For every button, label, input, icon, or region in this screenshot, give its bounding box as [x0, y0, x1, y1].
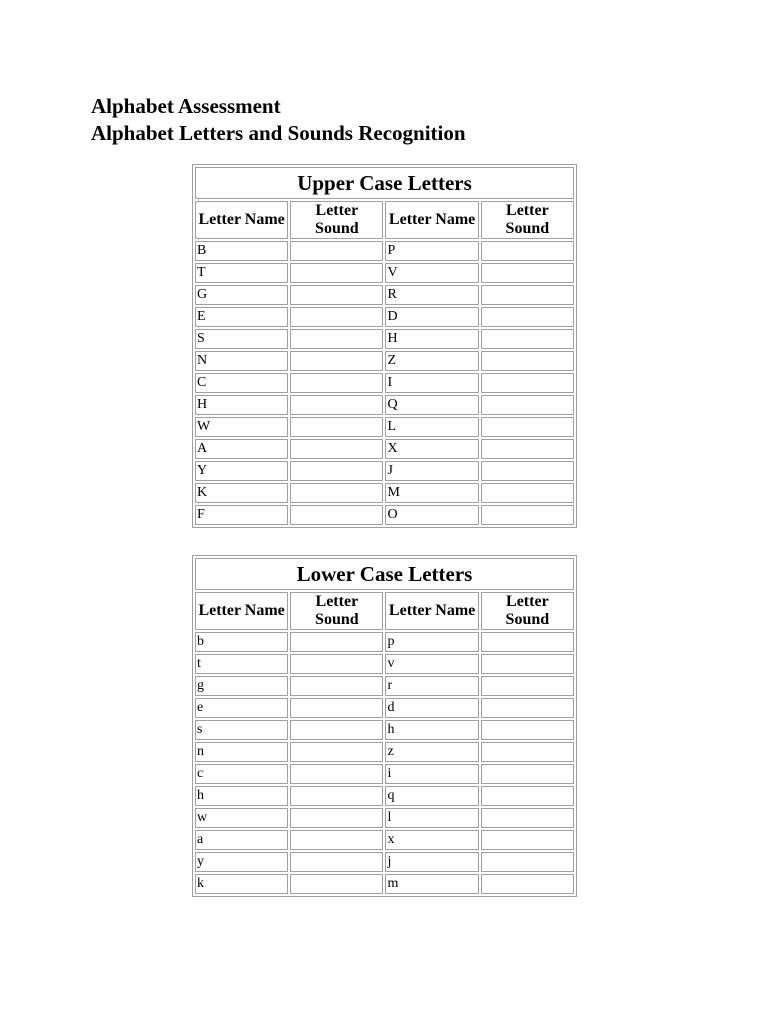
letter-name-cell: P — [385, 241, 478, 261]
column-header-letter-sound: Letter Sound — [290, 592, 383, 630]
letter-name-cell: E — [195, 307, 288, 327]
letter-sound-cell — [290, 698, 383, 718]
letter-sound-cell — [290, 461, 383, 481]
letter-name-cell: K — [195, 483, 288, 503]
letter-sound-cell — [481, 483, 574, 503]
letter-sound-cell — [290, 483, 383, 503]
column-header-letter-sound: Letter Sound — [481, 592, 574, 630]
column-header-letter-name: Letter Name — [195, 201, 288, 239]
table-row — [195, 329, 574, 349]
letter-name-cell: L — [385, 417, 478, 437]
letter-name-cell: D — [385, 307, 478, 327]
letter-name-cell: x — [385, 830, 478, 850]
letter-name-cell: e — [195, 698, 288, 718]
letter-name-cell: C — [195, 373, 288, 393]
letter-name-cell: H — [195, 395, 288, 415]
letter-name-cell: M — [385, 483, 478, 503]
table-row — [195, 417, 574, 437]
letter-sound-cell — [481, 830, 574, 850]
letter-sound-cell — [290, 764, 383, 784]
table-row — [195, 786, 574, 806]
letter-sound-cell — [481, 439, 574, 459]
letter-sound-cell — [481, 698, 574, 718]
table-row — [195, 764, 574, 784]
letter-name-cell: B — [195, 241, 288, 261]
letter-name-cell: v — [385, 654, 478, 674]
letter-sound-cell — [290, 632, 383, 652]
table-row — [195, 483, 574, 503]
table-row — [195, 720, 574, 740]
letter-sound-cell — [481, 808, 574, 828]
letter-name-cell: j — [385, 852, 478, 872]
letter-name-cell: d — [385, 698, 478, 718]
column-header-letter-sound: Letter Sound — [481, 201, 574, 239]
table-row — [195, 505, 574, 525]
letter-name-cell: A — [195, 439, 288, 459]
letter-name-cell: a — [195, 830, 288, 850]
letter-name-cell: i — [385, 764, 478, 784]
letter-name-cell: J — [385, 461, 478, 481]
letter-name-cell: O — [385, 505, 478, 525]
letter-name-cell: c — [195, 764, 288, 784]
letter-sound-cell — [290, 654, 383, 674]
letter-sound-cell — [290, 505, 383, 525]
table-row — [195, 439, 574, 459]
letter-sound-cell — [481, 351, 574, 371]
upper-case-table — [192, 164, 577, 528]
letter-name-cell: h — [195, 786, 288, 806]
letter-name-cell: W — [195, 417, 288, 437]
lower-case-rows — [195, 632, 574, 894]
table-row — [195, 742, 574, 762]
column-header-letter-name: Letter Name — [385, 201, 478, 239]
letter-name-cell: R — [385, 285, 478, 305]
table-row — [195, 852, 574, 872]
letter-name-cell: k — [195, 874, 288, 894]
table-row — [195, 351, 574, 371]
table-row — [195, 395, 574, 415]
letter-name-cell: q — [385, 786, 478, 806]
letter-name-cell: Q — [385, 395, 478, 415]
letter-sound-cell — [290, 329, 383, 349]
letter-name-cell: F — [195, 505, 288, 525]
letter-sound-cell — [290, 417, 383, 437]
letter-name-cell: n — [195, 742, 288, 762]
column-header-letter-name: Letter Name — [385, 592, 478, 630]
letter-sound-cell — [290, 852, 383, 872]
letter-sound-cell — [290, 808, 383, 828]
letter-name-cell: b — [195, 632, 288, 652]
letter-sound-cell — [481, 285, 574, 305]
letter-sound-cell — [481, 874, 574, 894]
table-row — [195, 676, 574, 696]
letter-sound-cell — [290, 241, 383, 261]
letter-name-cell: N — [195, 351, 288, 371]
letter-sound-cell — [481, 395, 574, 415]
letter-name-cell: y — [195, 852, 288, 872]
letter-name-cell: w — [195, 808, 288, 828]
letter-name-cell: T — [195, 263, 288, 283]
letter-sound-cell — [481, 307, 574, 327]
letter-sound-cell — [481, 632, 574, 652]
letter-name-cell: h — [385, 720, 478, 740]
letter-sound-cell — [481, 263, 574, 283]
letter-name-cell: H — [385, 329, 478, 349]
table-row — [195, 373, 574, 393]
letter-sound-cell — [290, 786, 383, 806]
letter-sound-cell — [481, 505, 574, 525]
table-row — [195, 285, 574, 305]
letter-sound-cell — [290, 830, 383, 850]
letter-sound-cell — [290, 351, 383, 371]
letter-name-cell: I — [385, 373, 478, 393]
table-row — [195, 874, 574, 894]
letter-name-cell: G — [195, 285, 288, 305]
letter-sound-cell — [481, 742, 574, 762]
letter-name-cell: V — [385, 263, 478, 283]
letter-sound-cell — [290, 285, 383, 305]
letter-name-cell: X — [385, 439, 478, 459]
letter-sound-cell — [290, 874, 383, 894]
letter-sound-cell — [290, 439, 383, 459]
letter-name-cell: Y — [195, 461, 288, 481]
letter-sound-cell — [290, 263, 383, 283]
letter-sound-cell — [481, 720, 574, 740]
letter-sound-cell — [481, 417, 574, 437]
table-row — [195, 654, 574, 674]
letter-sound-cell — [481, 373, 574, 393]
letter-name-cell: t — [195, 654, 288, 674]
page-title: Alphabet Assessment — [91, 94, 281, 118]
letter-name-cell: r — [385, 676, 478, 696]
letter-sound-cell — [290, 395, 383, 415]
letter-sound-cell — [290, 373, 383, 393]
letter-sound-cell — [290, 742, 383, 762]
column-header-letter-sound: Letter Sound — [290, 201, 383, 239]
upper-case-rows — [195, 241, 574, 525]
letter-name-cell: p — [385, 632, 478, 652]
table-row — [195, 830, 574, 850]
letter-sound-cell — [290, 720, 383, 740]
letter-sound-cell — [481, 461, 574, 481]
table-row — [195, 808, 574, 828]
column-header-letter-name: Letter Name — [195, 592, 288, 630]
letter-name-cell: z — [385, 742, 478, 762]
table-row — [195, 263, 574, 283]
page-subtitle: Alphabet Letters and Sounds Recognition — [91, 121, 466, 145]
letter-name-cell: Z — [385, 351, 478, 371]
table-row — [195, 307, 574, 327]
letter-sound-cell — [290, 676, 383, 696]
letter-sound-cell — [481, 676, 574, 696]
letter-sound-cell — [481, 329, 574, 349]
letter-sound-cell — [481, 241, 574, 261]
letter-sound-cell — [481, 852, 574, 872]
letter-name-cell: g — [195, 676, 288, 696]
table-row — [195, 632, 574, 652]
letter-sound-cell — [290, 307, 383, 327]
letter-sound-cell — [481, 764, 574, 784]
letter-name-cell: s — [195, 720, 288, 740]
upper-case-title: Upper Case Letters — [195, 167, 574, 199]
letter-name-cell: l — [385, 808, 478, 828]
letter-name-cell: m — [385, 874, 478, 894]
lower-case-table — [192, 555, 577, 897]
letter-sound-cell — [481, 786, 574, 806]
table-row — [195, 241, 574, 261]
letter-name-cell: S — [195, 329, 288, 349]
lower-case-title: Lower Case Letters — [195, 558, 574, 590]
table-row — [195, 698, 574, 718]
letter-sound-cell — [481, 654, 574, 674]
table-row — [195, 461, 574, 481]
